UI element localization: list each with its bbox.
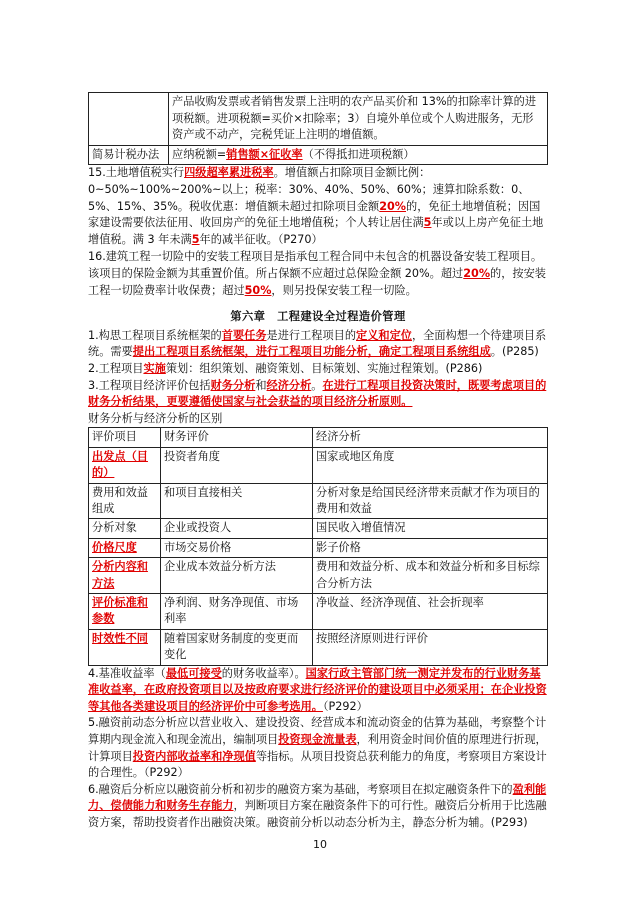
- column-header: 经济分析: [313, 428, 548, 447]
- financial-cell: 企业成本效益分析方法: [161, 558, 313, 594]
- economic-cell: 按照经济原则进行评价: [313, 629, 548, 665]
- item-1: 1.构思工程项目系统框架的首要任务是进行工程项目的定义和定位，全面构想一个待建项目系统。需要提出工程项目系统框架，进行工程项目功能分析，确定工程项目系统组成。(P285): [88, 328, 547, 359]
- item-3: 3.工程项目经济评价包括财务分析和经济分析。在进行工程项目投资决策时，既要考虑项目的财务分析结果，更要遵循使国家与社会获益的项目经济分析原则。: [88, 378, 547, 409]
- economic-cell: 净收益、经济净现值、社会折现率: [313, 593, 548, 629]
- table-caption: 财务分析与经济分析的区别: [88, 411, 223, 425]
- item-15: 15.土地增值税实行四级超率累进税率。增值额占扣除项目金额比例：0~50%~100%~200%~以上；税率：30%、40%、50%、60%；速算扣除系数：0、5%、15%、35%。税收优惠：增值额未超过扣除项目金额20%的，免征土地增值税；因国家建设需要依法征用、收回房产的免征土地增值税；个人转让居住满5年或以上房产免征土地增值税。满 3 年未满5年的减半征收。（P270）: [88, 166, 544, 246]
- financial-cell: 投资者角度: [161, 447, 313, 483]
- row-label: 时效性不同: [89, 629, 161, 665]
- table-row: [89, 558, 548, 594]
- row-label: 分析内容和方法: [89, 558, 161, 594]
- item-6: 6.融资后分析应以融资前分析和初步的融资方案为基础，考察项目在拟定融资条件下的盈利能力、偿债能力和财务生存能力，判断项目方案在融资条件下的可行性。融资后分析用于比选融资方案，帮助投资者作出融资决策。融资前分析以动态分析为主，静态分析为辅。(P293): [88, 782, 547, 829]
- financial-cell: 市场交易价格: [161, 538, 313, 557]
- row-label: 评价标准和参数: [89, 593, 161, 629]
- row-label: 分析对象: [89, 519, 161, 538]
- financial-cell: 净利润、财务净现值、市场利率: [161, 593, 313, 629]
- financial-cell: 企业或投资人: [161, 519, 313, 538]
- table-row: [89, 538, 548, 557]
- input-tax-description: 产品收购发票或者销售发票上注明的农产品买价和 13%的扣除率计算的进项税额。进项税额=买价×扣除率；3）自境外单位或个人购进服务，无形资产或不动产，完税凭证上注明的增值额。: [169, 93, 548, 146]
- column-header: 评价项目: [89, 428, 161, 447]
- finance-vs-economic-table: [88, 427, 548, 665]
- financial-cell: 和项目直接相关: [161, 483, 313, 519]
- simple-tax-label: 简易计税办法: [89, 145, 169, 165]
- economic-cell: 国家或地区角度: [313, 447, 548, 483]
- document-page: [88, 92, 548, 832]
- item-2: 2.工程项目实施策划：组织策划、融资策划、目标策划、实施过程策划。(P286): [88, 361, 483, 375]
- item-5: 5.融资前动态分析应以营业收入、建设投资、经营成本和流动资金的估算为基础，考察整个计算期内现金流入和现金流出，编制项目投资现金流量表，利用资金时间价值的原理进行折现，计算项目投资内部收益率和净现值等指标。从项目投资总获利能力的角度，考察项目方案设计的合理性。（P292）: [88, 716, 547, 780]
- table-row: [89, 447, 548, 483]
- table-row: [89, 593, 548, 629]
- economic-cell: 费用和效益分析、成本和效益分析和多目标综合分析方法: [313, 558, 548, 594]
- table-row: [89, 483, 548, 519]
- table-row: [89, 519, 548, 538]
- economic-cell: 影子价格: [313, 538, 548, 557]
- simple-tax-formula: 应纳税额=销售额×征收率（不得抵扣进项税额）: [169, 145, 548, 165]
- economic-cell: 分析对象是给国民经济带来贡献才作为项目的费用和效益: [313, 483, 548, 519]
- column-header: 财务评价: [161, 428, 313, 447]
- row-label: 价格尺度: [89, 538, 161, 557]
- formula-highlight: 销售额×征收率: [226, 147, 303, 161]
- chapter-title: 第六章 工程建设全过程造价管理: [230, 310, 406, 324]
- item-4: 4.基准收益率（最低可接受的财务收益率）。国家行政主管部门统一测定并发布的行业财务基准收益率，在政府投资项目以及按政府要求进行经济评价的建设项目中必须采用；在企业投资等其他各类建设项目的经济评价中可参考选用。（P292）: [88, 666, 547, 713]
- row-label: 费用和效益组成: [89, 483, 161, 519]
- economic-cell: 国民收入增值情况: [313, 519, 548, 538]
- financial-cell: 随着国家财务制度的变更而变化: [161, 629, 313, 665]
- tax-method-table: [88, 92, 548, 165]
- table-header-row: [89, 428, 548, 447]
- row-label: 出发点（目的）: [89, 447, 161, 483]
- table-row: [89, 145, 548, 165]
- item-16: 16.建筑工程一切险中的安装工程项目是指承包工程合同中未包含的机器设备安装工程项目。该项目的保险金额为其重置价值。所占保额不应超过总保险金额 20%。超过20%的，按安装工程一切险费率计收保费；超过50%，则另投保安装工程一切险。: [88, 250, 546, 297]
- page-number: 10: [313, 838, 327, 851]
- table-row: [89, 629, 548, 665]
- table-row: [89, 93, 548, 146]
